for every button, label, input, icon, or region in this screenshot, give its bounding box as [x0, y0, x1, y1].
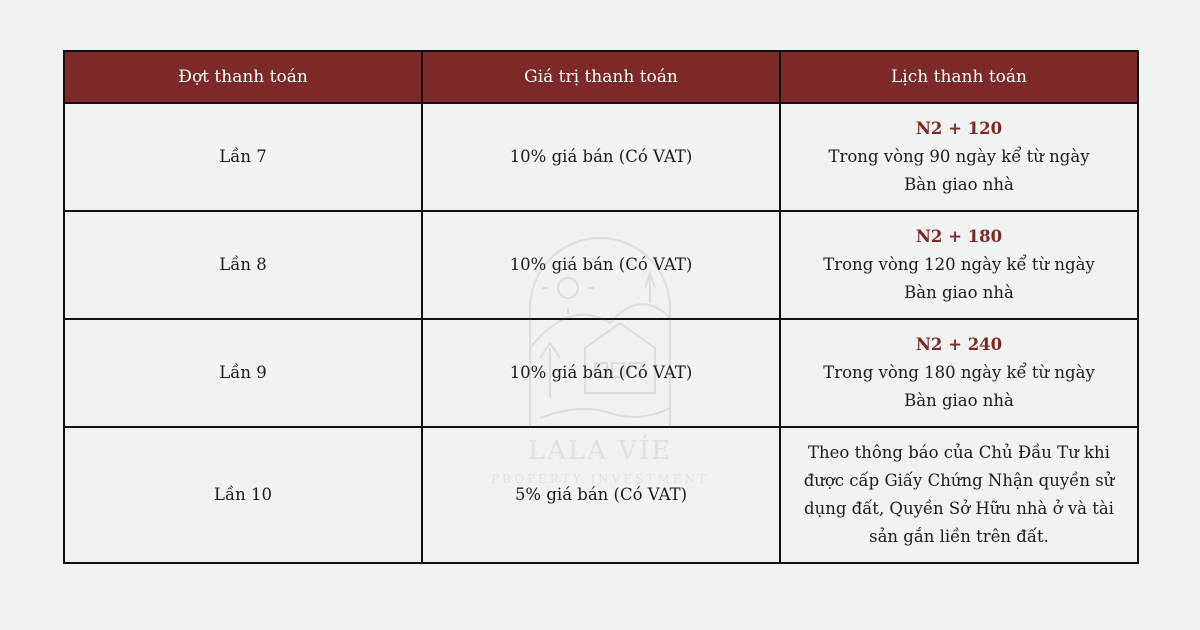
schedule-text: Trong vòng 180 ngày kể từ ngày [823, 363, 1095, 382]
header-payment-value: Giá trị thanh toán [422, 51, 780, 103]
payment-value-cell: 5% giá bán (Có VAT) [422, 427, 780, 563]
installment-cell: Lần 8 [64, 211, 422, 319]
schedule-cell [780, 427, 1138, 563]
schedule-text: Trong vòng 90 ngày kể từ ngày [828, 147, 1090, 166]
watermark-tagline: PROPERTY INVESTMENT [491, 472, 709, 486]
table-row [64, 211, 1138, 319]
header-payment-schedule: Lịch thanh toán [780, 51, 1138, 103]
table-row [64, 427, 1138, 563]
schedule-text: Bàn giao nhà [904, 175, 1014, 194]
payment-value-cell: 10% giá bán (Có VAT) [422, 319, 780, 427]
payment-schedule-table [63, 50, 1139, 564]
installment-cell: Lần 9 [64, 319, 422, 427]
schedule-text: được cấp Giấy Chứng Nhận quyền sử [803, 471, 1115, 490]
schedule-cell [780, 103, 1138, 211]
installment-cell: Lần 7 [64, 103, 422, 211]
schedule-code: N2 + 180 [915, 227, 1003, 246]
schedule-text: Trong vòng 120 ngày kể từ ngày [823, 255, 1095, 274]
schedule-text: dụng đất, Quyền Sở Hữu nhà ở và tài [804, 499, 1114, 518]
schedule-text: Bàn giao nhà [904, 283, 1014, 302]
table-header-row [64, 51, 1138, 103]
header-installment: Đợt thanh toán [64, 51, 422, 103]
installment-cell: Lần 10 [64, 427, 422, 563]
watermark-brand: LALA VÍE [527, 436, 673, 466]
schedule-text: sản gắn liền trên đất. [869, 527, 1049, 546]
payment-value-cell: 10% giá bán (Có VAT) [422, 103, 780, 211]
schedule-cell [780, 211, 1138, 319]
schedule-text: Theo thông báo của Chủ Đầu Tư khi [808, 443, 1110, 462]
table-row [64, 319, 1138, 427]
table-row [64, 103, 1138, 211]
schedule-code: N2 + 240 [915, 335, 1003, 354]
schedule-text: Bàn giao nhà [904, 391, 1014, 410]
schedule-code: N2 + 120 [915, 119, 1003, 138]
payment-value-cell: 10% giá bán (Có VAT) [422, 211, 780, 319]
schedule-cell [780, 319, 1138, 427]
